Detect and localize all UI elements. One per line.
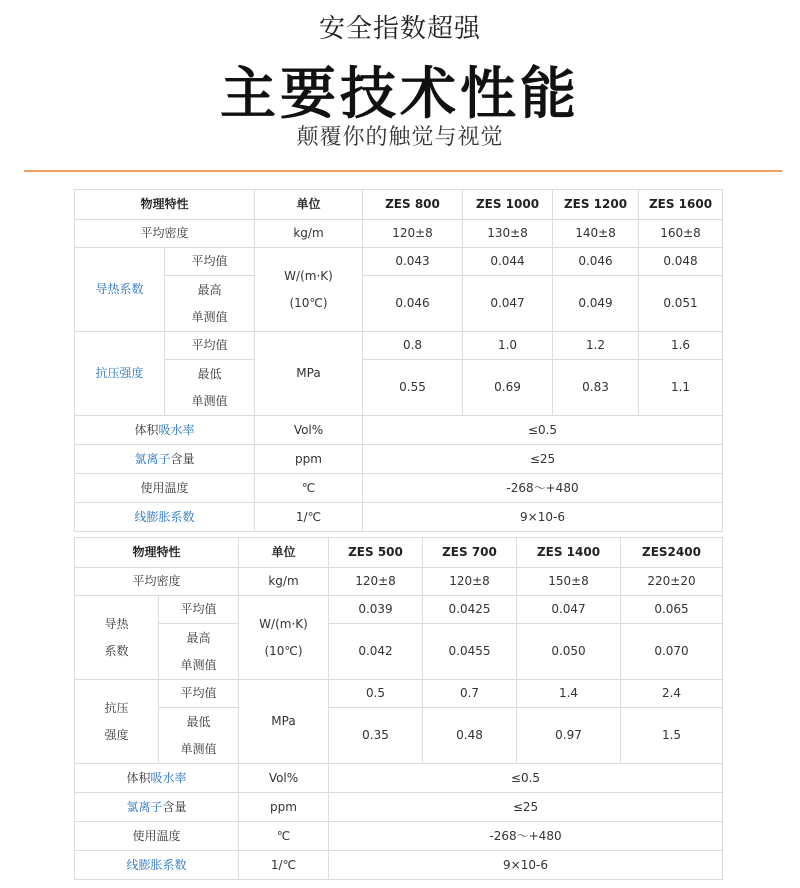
unit-line: W/(m·K) xyxy=(284,268,333,283)
value-cell: 0.0425 xyxy=(423,596,517,624)
row-sublabel: 平均值 xyxy=(159,596,239,624)
value-cell: 0.044 xyxy=(463,248,553,276)
unit-line: (10℃) xyxy=(264,643,303,658)
value-cell: 0.047 xyxy=(517,596,621,624)
sublabel-line: 最高 xyxy=(186,630,211,645)
row-sublabel: 平均值 xyxy=(165,332,255,360)
label-line: 系数 xyxy=(104,643,129,658)
value-cell: 160±8 xyxy=(639,220,723,248)
value-cell: 0.0455 xyxy=(423,624,517,680)
label-line: 强度 xyxy=(104,727,129,742)
sublabel-line: 单测值 xyxy=(180,657,217,672)
value-cell: 0.039 xyxy=(329,596,423,624)
linear-expansion-link[interactable]: 线膨胀系数 xyxy=(75,851,239,880)
value-cell: 120±8 xyxy=(329,568,423,596)
value-cell: 0.047 xyxy=(463,276,553,332)
row-sublabel xyxy=(159,708,239,764)
value-cell: 1.5 xyxy=(621,708,723,764)
value-cell: 0.35 xyxy=(329,708,423,764)
table-header-row xyxy=(75,538,723,568)
unit-cell: MPa xyxy=(239,680,329,764)
value-cell: 2.4 xyxy=(621,680,723,708)
divider xyxy=(24,170,782,172)
table-row xyxy=(75,220,723,248)
value-cell: 0.065 xyxy=(621,596,723,624)
table-row xyxy=(75,276,723,332)
table-row xyxy=(75,360,723,416)
value-cell: 0.048 xyxy=(639,248,723,276)
header-cell: 单位 xyxy=(239,538,329,568)
value-cell: 0.69 xyxy=(463,360,553,416)
compressive-strength-link[interactable]: 抗压强度 xyxy=(75,332,165,416)
header-subtitle: 颠覆你的触觉与视觉 xyxy=(296,125,504,150)
value-cell: 0.051 xyxy=(639,276,723,332)
header-cell: ZES 500 xyxy=(329,538,423,568)
sublabel-line: 最低 xyxy=(186,714,211,729)
unit-cell: ppm xyxy=(255,445,363,474)
chloride-ion-link[interactable]: 氯离子 xyxy=(134,451,171,466)
value-cell: 9×10-6 xyxy=(329,851,723,880)
header-cell: ZES 1000 xyxy=(463,190,553,220)
header-cell: ZES 800 xyxy=(363,190,463,220)
value-cell: 0.070 xyxy=(621,624,723,680)
table-row xyxy=(75,680,723,708)
header-cell: 单位 xyxy=(255,190,363,220)
row-sublabel xyxy=(159,624,239,680)
value-cell: 0.83 xyxy=(553,360,639,416)
value-cell: 1.2 xyxy=(553,332,639,360)
value-cell: 220±20 xyxy=(621,568,723,596)
chloride-ion-link[interactable]: 氯离子 xyxy=(126,799,163,814)
row-sublabel: 平均值 xyxy=(165,248,255,276)
unit-cell: ppm xyxy=(239,793,329,822)
value-cell: 120±8 xyxy=(423,568,517,596)
value-cell: 0.050 xyxy=(517,624,621,680)
value-cell: 0.043 xyxy=(363,248,463,276)
value-cell: 1.6 xyxy=(639,332,723,360)
table-header-row xyxy=(75,190,723,220)
value-cell: ≤0.5 xyxy=(329,764,723,793)
value-cell: 140±8 xyxy=(553,220,639,248)
row-label xyxy=(75,445,255,474)
sublabel-line: 单测值 xyxy=(191,393,228,408)
spec-table-2 xyxy=(74,537,723,880)
unit-cell: 1/℃ xyxy=(239,851,329,880)
row-sublabel xyxy=(165,276,255,332)
linear-expansion-link[interactable]: 线膨胀系数 xyxy=(75,503,255,532)
header-cell: ZES 1400 xyxy=(517,538,621,568)
label-part: 含量 xyxy=(162,799,187,814)
value-cell: 0.48 xyxy=(423,708,517,764)
header-cell: 物理特性 xyxy=(75,538,239,568)
row-label xyxy=(75,793,239,822)
value-cell: ≤0.5 xyxy=(363,416,723,445)
value-cell: ≤25 xyxy=(363,445,723,474)
row-label xyxy=(75,416,255,445)
row-sublabel: 平均值 xyxy=(159,680,239,708)
row-label: 平均密度 xyxy=(75,220,255,248)
table-row xyxy=(75,445,723,474)
value-cell: 0.049 xyxy=(553,276,639,332)
value-cell: 1.4 xyxy=(517,680,621,708)
table-row xyxy=(75,624,723,680)
table-row xyxy=(75,793,723,822)
table-row xyxy=(75,764,723,793)
sublabel-line: 最高 xyxy=(197,282,222,297)
table-row xyxy=(75,416,723,445)
row-label: 使用温度 xyxy=(75,822,239,851)
table-row xyxy=(75,332,723,360)
table-row xyxy=(75,708,723,764)
unit-cell: kg/m xyxy=(255,220,363,248)
value-cell: 130±8 xyxy=(463,220,553,248)
table-row xyxy=(75,248,723,276)
label-part: 含量 xyxy=(170,451,195,466)
unit-line: W/(m·K) xyxy=(259,616,308,631)
unit-cell: MPa xyxy=(255,332,363,416)
header-cell: ZES2400 xyxy=(621,538,723,568)
value-cell: 0.97 xyxy=(517,708,621,764)
row-label: 平均密度 xyxy=(75,568,239,596)
unit-line: (10℃) xyxy=(289,295,328,310)
label-part: 体积 xyxy=(126,770,151,785)
value-cell: 1.0 xyxy=(463,332,553,360)
value-cell: 0.042 xyxy=(329,624,423,680)
table-row xyxy=(75,822,723,851)
sublabel-line: 最低 xyxy=(197,366,222,381)
water-absorption-link[interactable]: 吸水率 xyxy=(150,770,187,785)
value-cell: 0.55 xyxy=(363,360,463,416)
row-label xyxy=(75,764,239,793)
header-cell: 物理特性 xyxy=(75,190,255,220)
value-cell: 0.8 xyxy=(363,332,463,360)
unit-cell: Vol% xyxy=(239,764,329,793)
table-row xyxy=(75,596,723,624)
row-sublabel xyxy=(165,360,255,416)
value-cell: -268～+480 xyxy=(329,822,723,851)
spec-table-1 xyxy=(74,189,723,532)
row-label xyxy=(75,596,159,680)
unit-cell xyxy=(239,596,329,680)
header-tagline: 安全指数超强 xyxy=(318,14,481,44)
value-cell: 9×10-6 xyxy=(363,503,723,532)
sublabel-line: 单测值 xyxy=(191,309,228,324)
label-part: 体积 xyxy=(134,422,159,437)
value-cell: 0.5 xyxy=(329,680,423,708)
header-cell: ZES 1600 xyxy=(639,190,723,220)
row-label xyxy=(75,680,159,764)
value-cell: 1.1 xyxy=(639,360,723,416)
table-row xyxy=(75,474,723,503)
sublabel-line: 单测值 xyxy=(180,741,217,756)
table-row xyxy=(75,503,723,532)
value-cell: -268～+480 xyxy=(363,474,723,503)
unit-cell: kg/m xyxy=(239,568,329,596)
label-line: 抗压 xyxy=(104,700,129,715)
label-line: 导热 xyxy=(104,616,129,631)
unit-cell: ℃ xyxy=(239,822,329,851)
value-cell: 0.7 xyxy=(423,680,517,708)
value-cell: 0.046 xyxy=(553,248,639,276)
thermal-conductivity-link[interactable]: 导热系数 xyxy=(75,248,165,332)
unit-cell: Vol% xyxy=(255,416,363,445)
value-cell: 120±8 xyxy=(363,220,463,248)
unit-cell xyxy=(255,248,363,332)
value-cell: 150±8 xyxy=(517,568,621,596)
page-title: 主要技术性能 xyxy=(220,62,580,127)
header-cell: ZES 1200 xyxy=(553,190,639,220)
header-cell: ZES 700 xyxy=(423,538,517,568)
table-row xyxy=(75,568,723,596)
table-row xyxy=(75,851,723,880)
value-cell: ≤25 xyxy=(329,793,723,822)
unit-cell: 1/℃ xyxy=(255,503,363,532)
row-label: 使用温度 xyxy=(75,474,255,503)
value-cell: 0.046 xyxy=(363,276,463,332)
unit-cell: ℃ xyxy=(255,474,363,503)
water-absorption-link[interactable]: 吸水率 xyxy=(158,422,195,437)
